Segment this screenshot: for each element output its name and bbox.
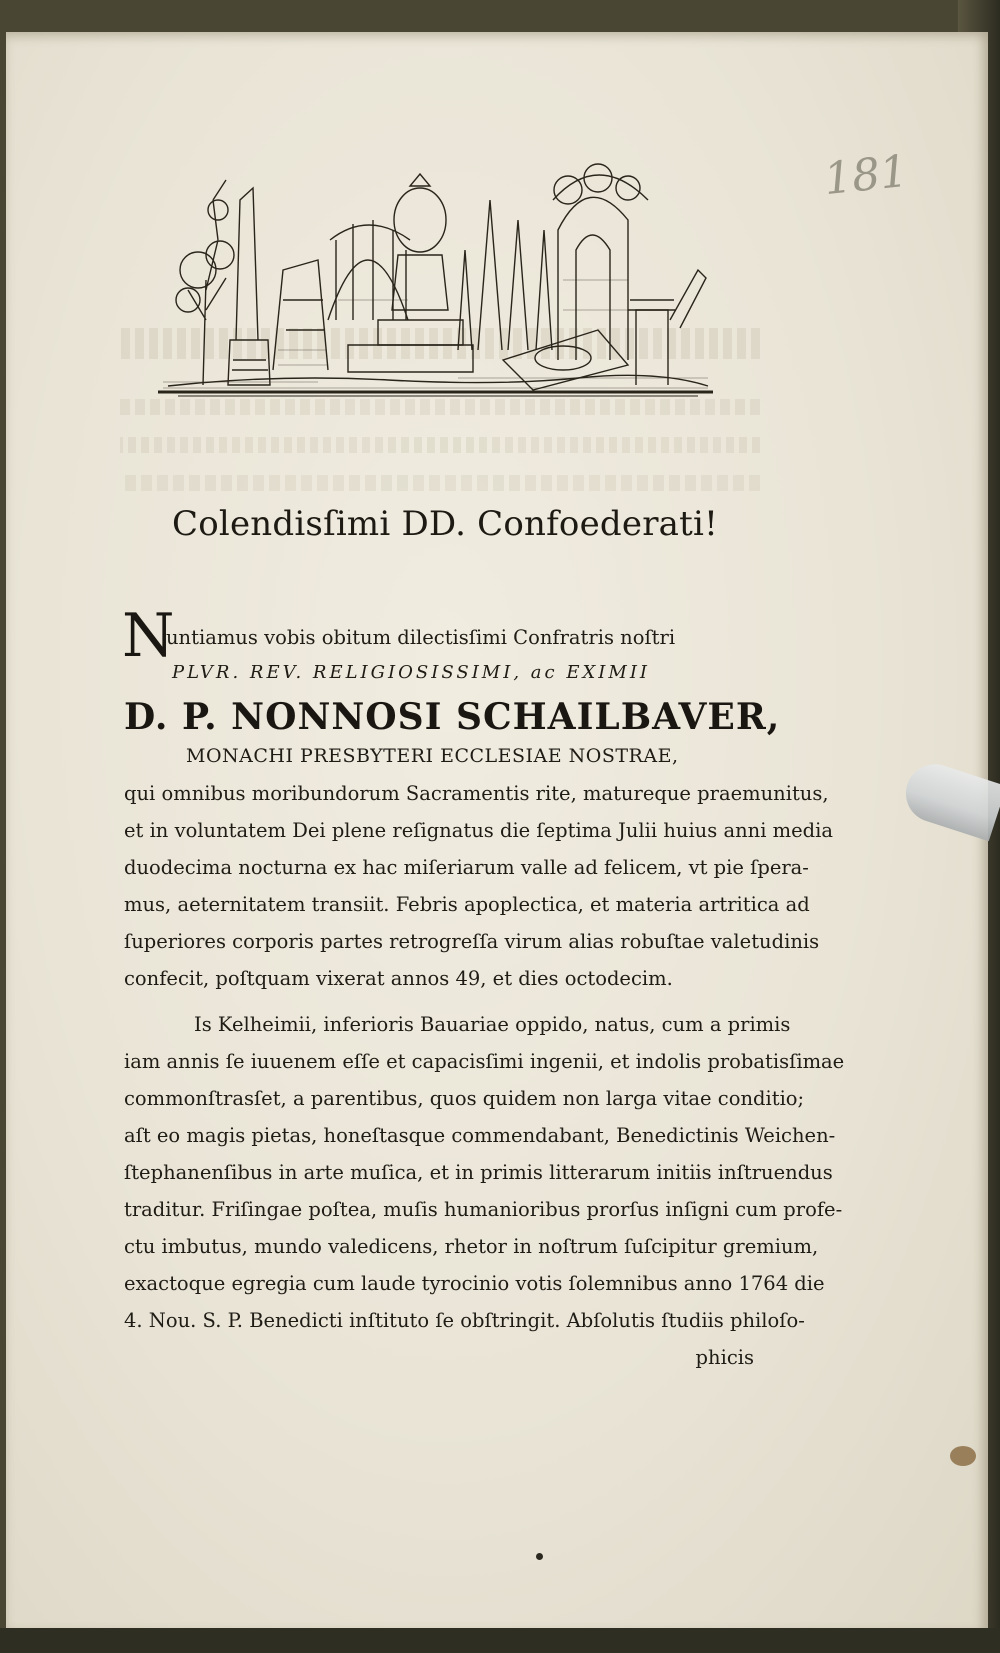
opening-line: untiamus vobis obitum dilectisſimi Confratris noſtri — [166, 626, 676, 649]
paper-stain — [950, 1446, 976, 1466]
paragraph-death-notice — [124, 775, 833, 997]
text-line: commonſtrasſet, a parentibus, quos quidem non larga vitae conditio; — [124, 1087, 805, 1110]
paragraph-biography — [124, 1006, 845, 1376]
honorific-line: PLVR. REV. RELIGIOSISSIMI, ac EXIMII — [172, 662, 651, 683]
text-line: iam annis ſe iuuenem eſſe et capacisſimi ingenii, et indolis probatisſimae — [124, 1050, 845, 1073]
office-line: MONACHI PRESBYTERI ECCLESIAE NOSTRAE, — [186, 745, 679, 767]
text-line: qui omnibus moribundorum Sacramentis rite, matureque praemunitus, — [124, 782, 829, 805]
text-line: traditur. Friſingae poſtea, muſis humanioribus prorſus inſigni cum profe- — [124, 1198, 843, 1221]
text-line: duodecima nocturna ex hac miſeriarum valle ad felicem, vt pie ſpera- — [124, 856, 809, 879]
text-line: ſtephanenſibus in arte muſica, et in primis litterarum initiis inſtruendus — [124, 1161, 833, 1184]
text-line: confecit, poſtquam vixerat annos 49, et dies octodecim. — [124, 967, 673, 990]
text-line: ctu imbutus, mundo valedicens, rhetor in noſtrum ſuſcipitur gremium, — [124, 1235, 819, 1258]
deceased-name: D. P. NONNOSI SCHAILBAVER, — [124, 696, 781, 738]
bottom-edge — [0, 1628, 1000, 1653]
text-line: Is Kelheimii, inferioris Bauariae oppido, natus, cum a primis — [194, 1013, 791, 1036]
folio-number: 181 — [821, 145, 911, 206]
ruins-vignette-illustration — [158, 160, 713, 405]
text-line: ſuperiores corporis partes retrogreſſa virum alias robuſtae valetudinis — [124, 930, 820, 953]
text-line: mus, aeternitatem transiit. Febris apoplectica, et materia artritica ad — [124, 893, 810, 916]
text-line: aſt eo magis pietas, honeſtasque commendabant, Benedictinis Weichen- — [124, 1124, 836, 1147]
letter-heading: Colendisſimi DD. Confoederati! — [172, 504, 718, 544]
drop-cap: N — [122, 601, 175, 671]
ink-dot — [536, 1553, 543, 1560]
text-line: et in voluntatem Dei plene reſignatus die ſeptima Julii huius anni media — [124, 819, 833, 842]
text-line: exactoque egregia cum laude tyrocinio votis ſolemnibus anno 1764 die — [124, 1272, 825, 1295]
catchword: phicis — [695, 1346, 754, 1369]
text-line: 4. Nou. S. P. Benedicti inſtituto ſe obſtringit. Abſolutis ſtudiis philoſo- — [124, 1309, 805, 1332]
